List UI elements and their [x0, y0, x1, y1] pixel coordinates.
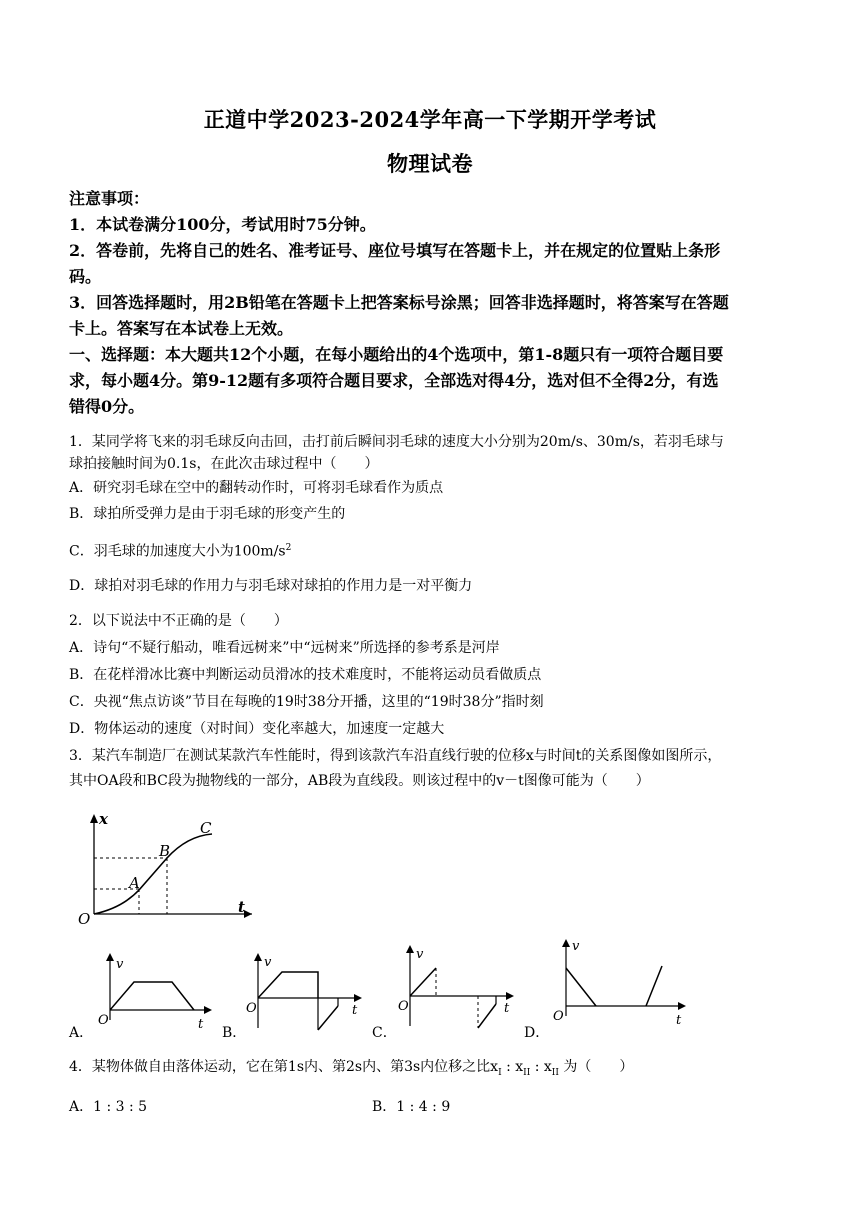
- q3-option-a-label: A．: [69, 1025, 94, 1041]
- q3-xt-graph: [72, 808, 262, 926]
- q1-option-a: A．研究羽毛球在空中的翻转动作时，可将羽毛球看作为质点: [69, 480, 444, 496]
- q3-xt-x-label: x: [99, 810, 108, 828]
- q4-sub-1: I: [498, 1067, 502, 1078]
- q3-stem-2: 其中OA段和BC段为抛物线的一部分，AB段为直线段。则该过程中的v－t图像可能为（ ）: [69, 773, 650, 789]
- q2-stem: 2．以下说法中不正确的是（ ）: [69, 613, 288, 629]
- q3-option-c-graph: [398, 942, 520, 1038]
- question-2: [69, 610, 795, 740]
- q3-option-a-graph: [98, 950, 216, 1036]
- notice-item-3a: 3．回答选择题时，用2B铅笔在答题卡上把答案标号涂黑；回答非选择题时，将答案写在答题: [69, 293, 729, 312]
- q3-b-v-label: v: [264, 955, 272, 970]
- q3-option-b-label: B．: [222, 1025, 247, 1041]
- q3-option-d-graph: [552, 936, 692, 1028]
- q1-option-c-sup: 2: [285, 543, 292, 553]
- q4-stem: [69, 1056, 795, 1084]
- q3-xt-point-b: B: [159, 842, 171, 860]
- q4-sub-2: II: [523, 1067, 531, 1078]
- q2-option-c: C．央视“焦点访谈”节目在每晚的19时38分开播，这里的“19时38分”指时刻: [69, 694, 544, 710]
- question-1: [69, 431, 795, 597]
- q2-option-d: D．物体运动的速度（对时间）变化率越大，加速度一定越大: [69, 721, 445, 737]
- q3-a-v-label: v: [116, 957, 124, 972]
- notice-block: [69, 186, 795, 420]
- q4-colon-2: : x: [530, 1059, 552, 1075]
- page-subtitle: 物理试卷: [387, 151, 473, 176]
- section-heading-line-3: 错得0分。: [69, 397, 145, 416]
- q3-d-v-label: v: [572, 939, 580, 954]
- q4-sub-3: II: [551, 1067, 559, 1078]
- q2-option-a: A．诗句“不疑行船动，唯看远树来”中“远树来”所选择的参考系是河岸: [69, 640, 500, 656]
- notice-item-2a: 2．答卷前，先将自己的姓名、准考证号、座位号填写在答题卡上，并在规定的位置贴上条形: [69, 241, 721, 260]
- q3-option-d-label: D．: [524, 1025, 550, 1041]
- q1-option-b: B．球拍所受弹力是由于羽毛球的形变产生的: [69, 506, 346, 522]
- q4-option-b: B．1 : 4 : 9: [372, 1099, 451, 1115]
- q1-option-c: [69, 537, 795, 563]
- q3-d-t-label: t: [676, 1013, 682, 1028]
- notice-item-3b: 卡上。答案写在本试卷上无效。: [69, 319, 294, 338]
- q3-xt-origin: O: [78, 910, 91, 926]
- q1-option-c-text: C．羽毛球的加速度大小为100m/s: [69, 543, 286, 560]
- q1-option-d: D．球拍对羽毛球的作用力与羽毛球对球拍的作用力是一对平衡力: [69, 577, 473, 594]
- q3-b-t-label: t: [352, 1003, 358, 1018]
- section-heading-line-1: 一、选择题：本大题共12个小题，在每小题给出的4个选项中，第1-8题只有一项符合题目要: [69, 345, 724, 364]
- q3-a-t-label: t: [198, 1017, 204, 1032]
- q3-xt-t-arrow: [244, 910, 252, 918]
- q3-b-origin: O: [246, 1001, 257, 1016]
- q3-c-v-label: v: [416, 947, 424, 962]
- q3-stem-1: 3．某汽车制造厂在测试某款汽车性能时，得到该款汽车沿直线行驶的位移x与时间t的关系图像如图所示，: [69, 748, 722, 764]
- q4-option-a: A．1 : 3 : 5: [69, 1099, 148, 1115]
- question-4: [69, 1056, 795, 1084]
- q3-d-origin: O: [553, 1009, 564, 1024]
- q3-xt-point-a: A: [129, 874, 140, 892]
- q3-c-origin: O: [398, 999, 409, 1014]
- q1-stem-1: 1．某同学将飞来的羽毛球反向击回，击打前后瞬间羽毛球的速度大小分别为20m/s、30m/s，若羽毛球与: [69, 434, 724, 450]
- page-title: 正道中学2023-2024学年高一下学期开学考试: [203, 107, 657, 132]
- q3-xt-x-arrow: [90, 814, 98, 823]
- q3-xt-curve: [94, 834, 212, 914]
- notice-item-1: 1．本试卷满分100分，考试用时75分钟。: [69, 215, 376, 234]
- q4-colon-1: : x: [501, 1059, 524, 1075]
- q1-stem-2: 球拍接触时间为0.1s，在此次击球过程中（ ）: [69, 456, 379, 472]
- question-3: [69, 745, 795, 792]
- q3-a-origin: O: [98, 1013, 109, 1028]
- section-heading-line-2: 求，每小题4分。第9-12题有多项符合题目要求，全部选对得4分，选对但不全得2分，有选: [69, 371, 719, 390]
- q3-c-t-label: t: [504, 1001, 510, 1016]
- q3-option-c-label: C．: [372, 1025, 397, 1041]
- q3-xt-t-label: t: [238, 898, 245, 916]
- q3-xt-point-c: C: [200, 819, 212, 837]
- q4-tail: 为（ ）: [558, 1059, 634, 1075]
- q4-stem-text: 4．某物体做自由落体运动，它在第1s内、第2s内、第3s内位移之比x: [69, 1059, 499, 1075]
- notice-item-2b: 码。: [69, 267, 102, 286]
- q3-option-b-graph: [246, 950, 368, 1036]
- notice-heading: 注意事项：: [69, 189, 150, 208]
- q2-option-b: B．在花样滑冰比赛中判断运动员滑冰的技术难度时，不能将运动员看做质点: [69, 667, 542, 683]
